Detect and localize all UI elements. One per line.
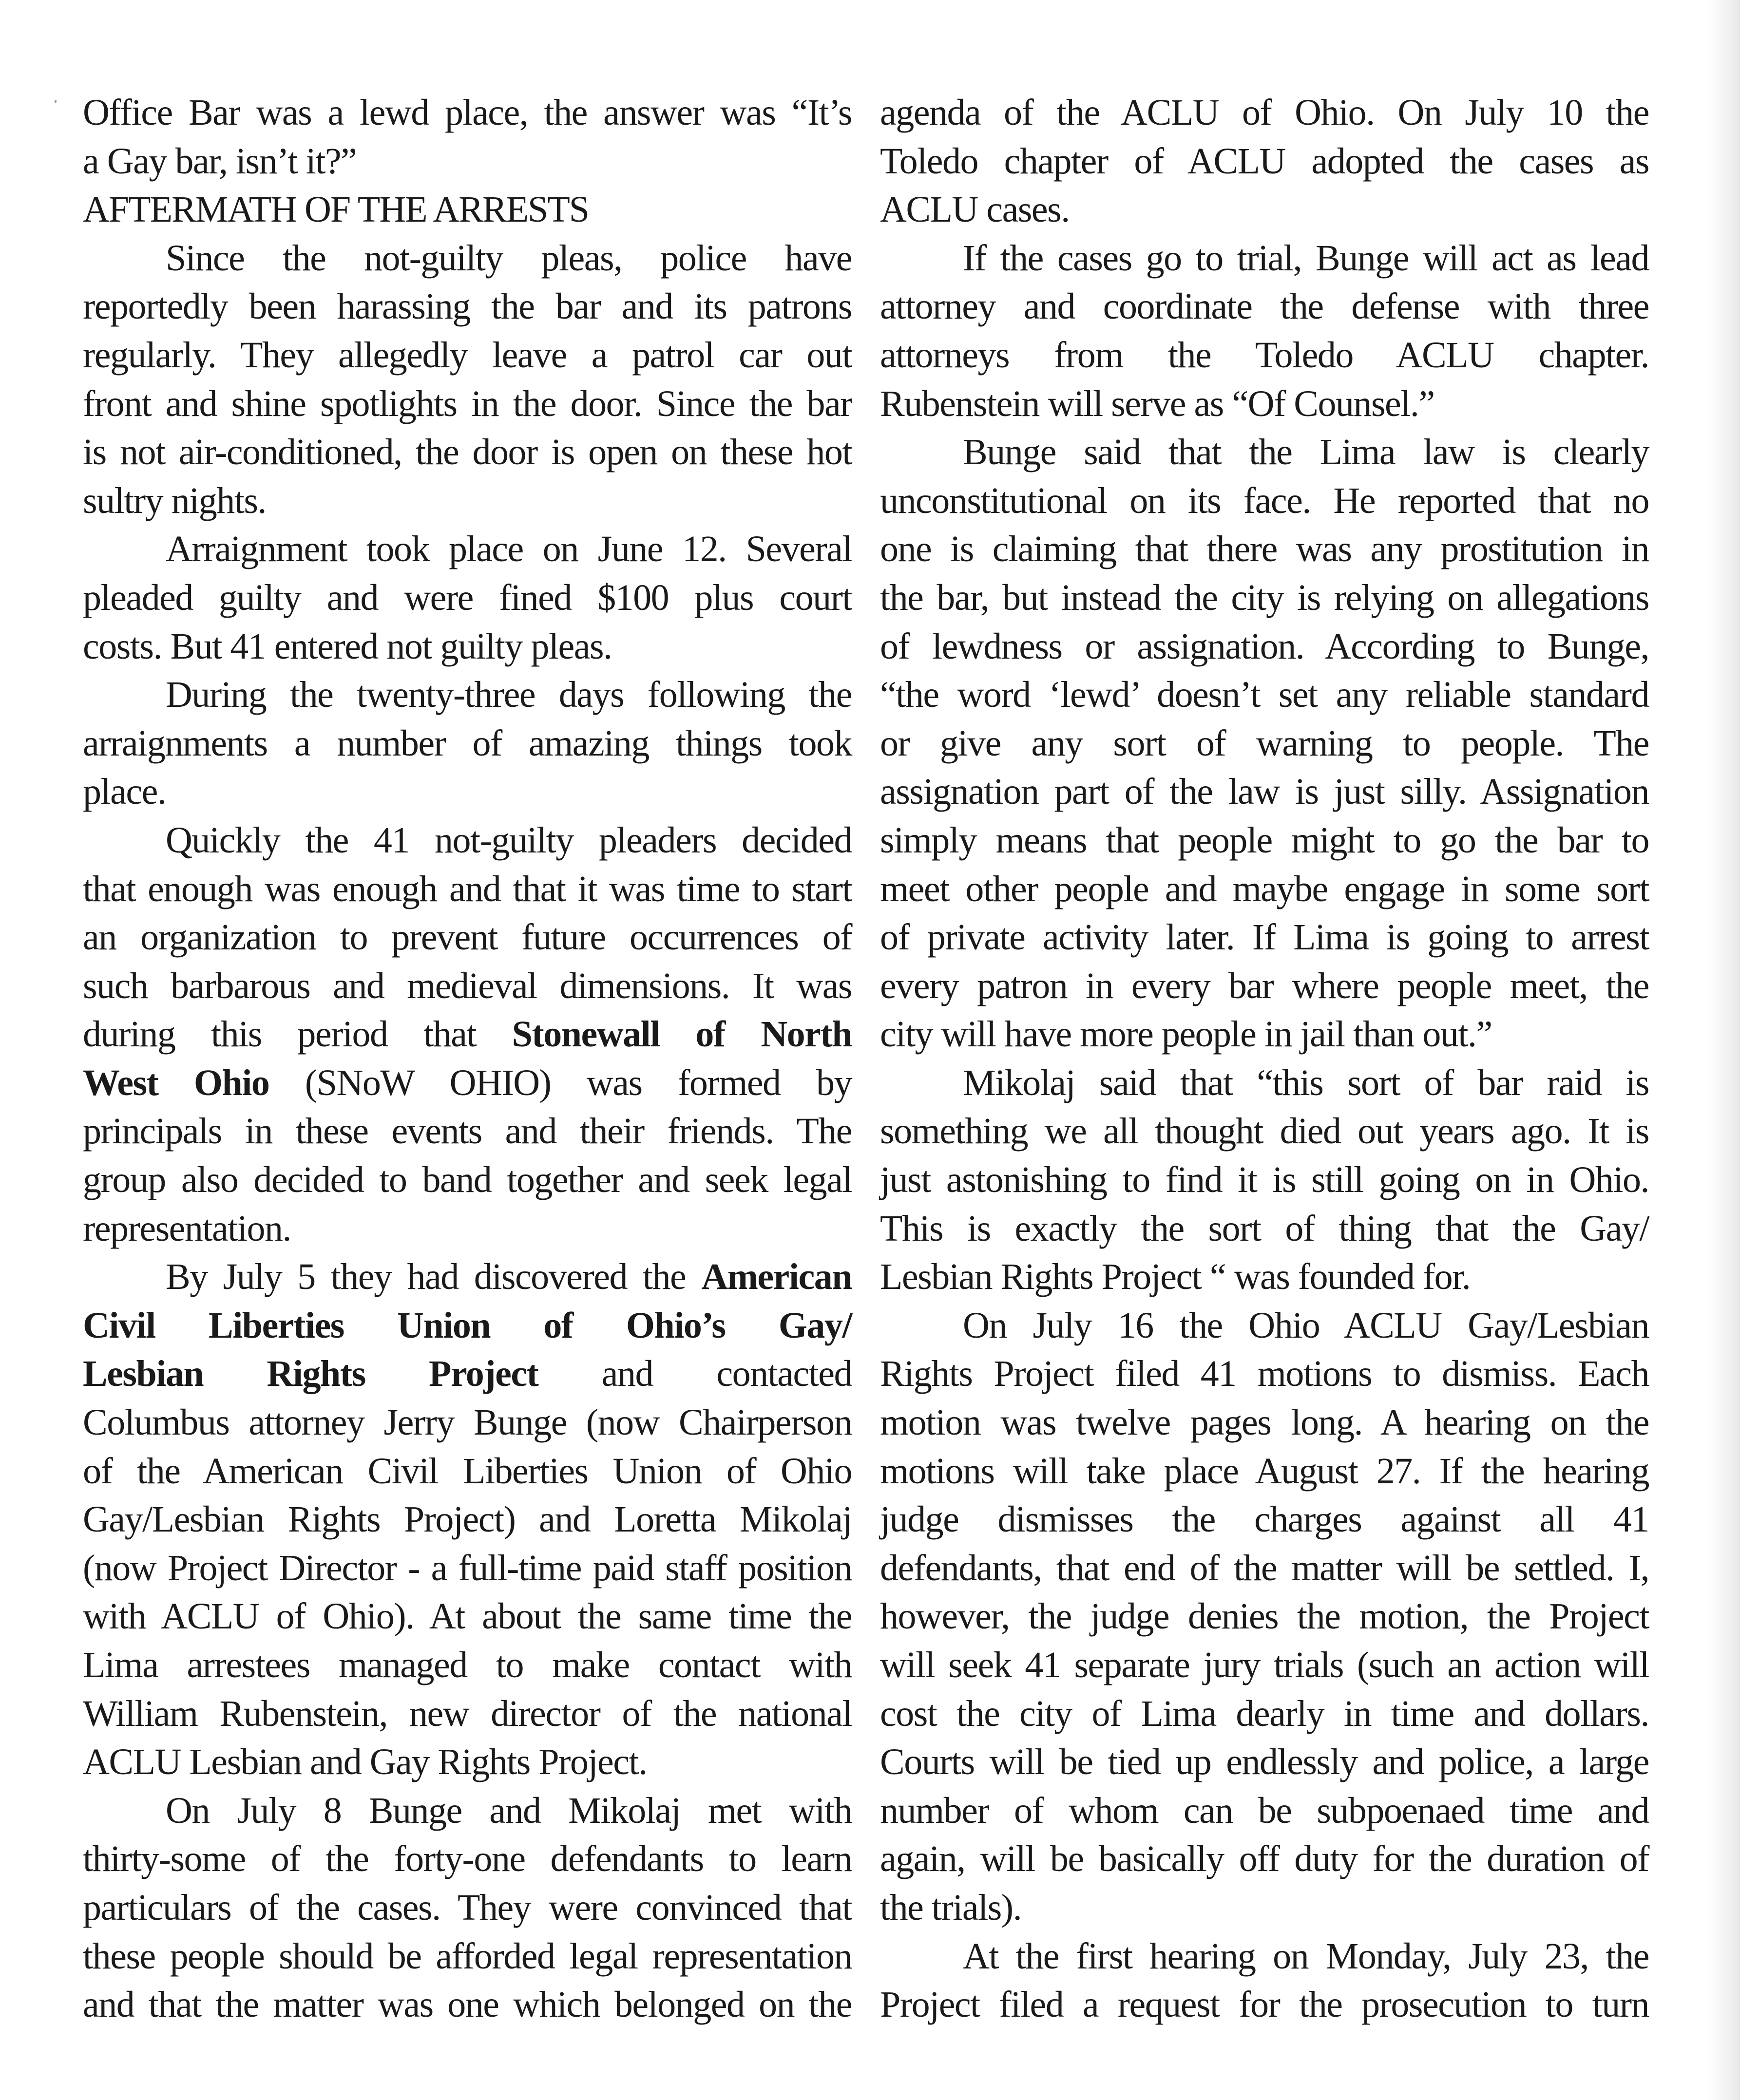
text-line: such barbarous and medieval dimensions. It was xyxy=(83,965,852,1006)
text-line: Lesbian Rights Project “ was founded for. xyxy=(880,1256,1471,1298)
text-line: simply means that people might to go the bar to xyxy=(880,819,1649,861)
text-line: front and shine spotlights in the door. Since the bar xyxy=(83,383,852,424)
text-line: of private activity later. If Lima is going to arrest xyxy=(880,917,1649,958)
text-line: place. xyxy=(83,771,166,813)
paragraph-start: Bunge said that the Lima law is clearly xyxy=(963,432,1649,473)
text-line: This is exactly the sort of thing that the Gay/ xyxy=(880,1208,1649,1249)
text-line: a Gay bar, isn’t it?” xyxy=(83,140,357,182)
text-line: and that the matter was one which belonged on the xyxy=(83,1984,852,2025)
text-line: number of whom can be subpoenaed time and xyxy=(880,1790,1649,1831)
text-line: Project filed a request for the prosecution to turn xyxy=(880,1984,1649,2025)
text-line xyxy=(83,1302,852,1350)
text-line: representation. xyxy=(83,1208,291,1249)
text-line: pleaded guilty and were fined $100 plus court xyxy=(83,577,852,618)
text-line: thirty-some of the forty-one defendants to learn xyxy=(83,1838,852,1880)
text-line: these people should be afforded legal representation xyxy=(83,1935,852,1977)
text-line: arraignments a number of amazing things took xyxy=(83,722,852,764)
paragraph-start: Quickly the 41 not-guilty pleaders decided xyxy=(166,819,852,861)
text-line: motion was twelve pages long. A hearing on the xyxy=(880,1402,1649,1443)
text-line: assignation part of the law is just silly. Assignation xyxy=(880,771,1649,813)
text-line: costs. But 41 entered not guilty pleas. xyxy=(83,625,612,667)
text-line: attorneys from the Toledo ACLU chapter. xyxy=(880,334,1649,376)
scan-speck xyxy=(55,100,57,103)
section-heading: AFTERMATH OF THE ARRESTS xyxy=(83,189,589,230)
org-name-bold: Stonewall of North xyxy=(512,1014,852,1055)
text-line: particulars of the cases. They were convinced that xyxy=(83,1887,852,1928)
text-line: every patron in every bar where people meet, the xyxy=(880,965,1649,1006)
text-line: during this period that Stonewall of North xyxy=(83,1014,852,1055)
text-line: something we all thought died out years ago. It is xyxy=(880,1111,1649,1152)
text-line: Columbus attorney Jerry Bunge (now Chairperson xyxy=(83,1402,852,1443)
org-name-bold: Civil Liberties Union of Ohio’s Gay/ xyxy=(83,1305,852,1346)
text-line: ACLU cases. xyxy=(880,189,1070,230)
text-line: that enough was enough and that it was time to start xyxy=(83,868,852,909)
right-column xyxy=(880,89,1649,2029)
text-line: the bar, but instead the city is relying on allegations xyxy=(880,577,1649,618)
text-line: group also decided to band together and seek legal xyxy=(83,1159,852,1201)
text-line: is not air-conditioned, the door is open on these hot xyxy=(83,432,852,473)
org-name-bold: West Ohio xyxy=(83,1062,269,1103)
text-line: attorney and coordinate the defense with three xyxy=(880,286,1649,327)
paragraph-start: Since the not-guilty pleas, police have xyxy=(166,237,852,279)
text-line: William Rubenstein, new director of the national xyxy=(83,1693,852,1734)
text-line: motions will take place August 27. If the hearing xyxy=(880,1450,1649,1492)
paragraph-start: During the twenty-three days following the xyxy=(166,674,852,716)
text-line: again, will be basically off duty for the duration of xyxy=(880,1838,1649,1880)
text-line: Office Bar was a lewd place, the answer was “It’s xyxy=(83,92,852,133)
text-line: the trials). xyxy=(880,1887,1022,1928)
org-name-bold: American xyxy=(701,1256,852,1298)
text-line: one is claiming that there was any prostitution in xyxy=(880,529,1649,570)
paragraph-start: Arraignment took place on June 12. Several xyxy=(166,529,852,570)
text-line: regularly. They allegedly leave a patrol car out xyxy=(83,334,852,376)
paragraph-start: By July 5 they had discovered the American xyxy=(166,1256,852,1298)
text-line: just astonishing to find it is still going on in Ohio. xyxy=(880,1159,1649,1201)
text-line: of lewdness or assignation. According to Bunge, xyxy=(880,625,1649,667)
text-line: agenda of the ACLU of Ohio. On July 10 the xyxy=(880,92,1649,133)
text-line: however, the judge denies the motion, the Project xyxy=(880,1596,1649,1637)
text-line: unconstitutional on its face. He reported that no xyxy=(880,480,1649,521)
text-line: (now Project Director - a full-time paid staff position xyxy=(83,1547,852,1589)
text-line: of the American Civil Liberties Union of Ohio xyxy=(83,1450,852,1492)
paragraph-start: Mikolaj said that “this sort of bar raid is xyxy=(963,1062,1649,1103)
text-line: Lima arrestees managed to make contact with xyxy=(83,1645,852,1685)
page-edge-shadow xyxy=(1706,0,1740,2100)
text-line: cost the city of Lima dearly in time and dollars. xyxy=(880,1693,1649,1734)
text-line: Rights Project filed 41 motions to dismiss. Each xyxy=(880,1353,1649,1395)
text-line: with ACLU of Ohio). At about the same time the xyxy=(83,1596,852,1637)
text-line: reportedly been harassing the bar and its patrons xyxy=(83,286,852,327)
paragraph-start: On July 16 the Ohio ACLU Gay/Lesbian xyxy=(963,1305,1649,1346)
org-name-bold: Lesbian Rights Project xyxy=(83,1353,538,1395)
text-line: Rubenstein will serve as “Of Counsel.” xyxy=(880,383,1434,424)
text-line: city will have more people in jail than out.” xyxy=(880,1014,1492,1055)
text-line: an organization to prevent future occurrences of xyxy=(83,917,852,958)
paragraph-start: At the first hearing on Monday, July 23, the xyxy=(963,1935,1649,1977)
text-line: Gay/Lesbian Rights Project) and Loretta Mikolaj xyxy=(83,1499,852,1540)
text-line: judge dismisses the charges against all 41 xyxy=(880,1499,1649,1540)
text-line: Toledo chapter of ACLU adopted the cases as xyxy=(880,140,1649,182)
text-line: sultry nights. xyxy=(83,480,266,521)
text-line: meet other people and maybe engage in some sort xyxy=(880,868,1649,909)
text-line: or give any sort of warning to people. The xyxy=(880,722,1649,764)
text-line: “the word ‘lewd’ doesn’t set any reliable standard xyxy=(880,674,1649,716)
text-line: West Ohio (SNoW OHIO) was formed by xyxy=(83,1062,852,1103)
text-line: Lesbian Rights Project and contacted xyxy=(83,1353,852,1395)
text-line: Courts will be tied up endlessly and police, a large xyxy=(880,1741,1649,1783)
paragraph-start: On July 8 Bunge and Mikolaj met with xyxy=(166,1790,852,1831)
text-line: defendants, that end of the matter will be settled. I, xyxy=(880,1547,1649,1589)
text-line: principals in these events and their friends. The xyxy=(83,1111,852,1152)
text-line: ACLU Lesbian and Gay Rights Project. xyxy=(83,1741,647,1783)
left-column xyxy=(83,89,852,2029)
paragraph-start: If the cases go to trial, Bunge will act as lead xyxy=(963,237,1649,279)
text-line: will seek 41 separate jury trials (such an action will xyxy=(880,1645,1649,1685)
